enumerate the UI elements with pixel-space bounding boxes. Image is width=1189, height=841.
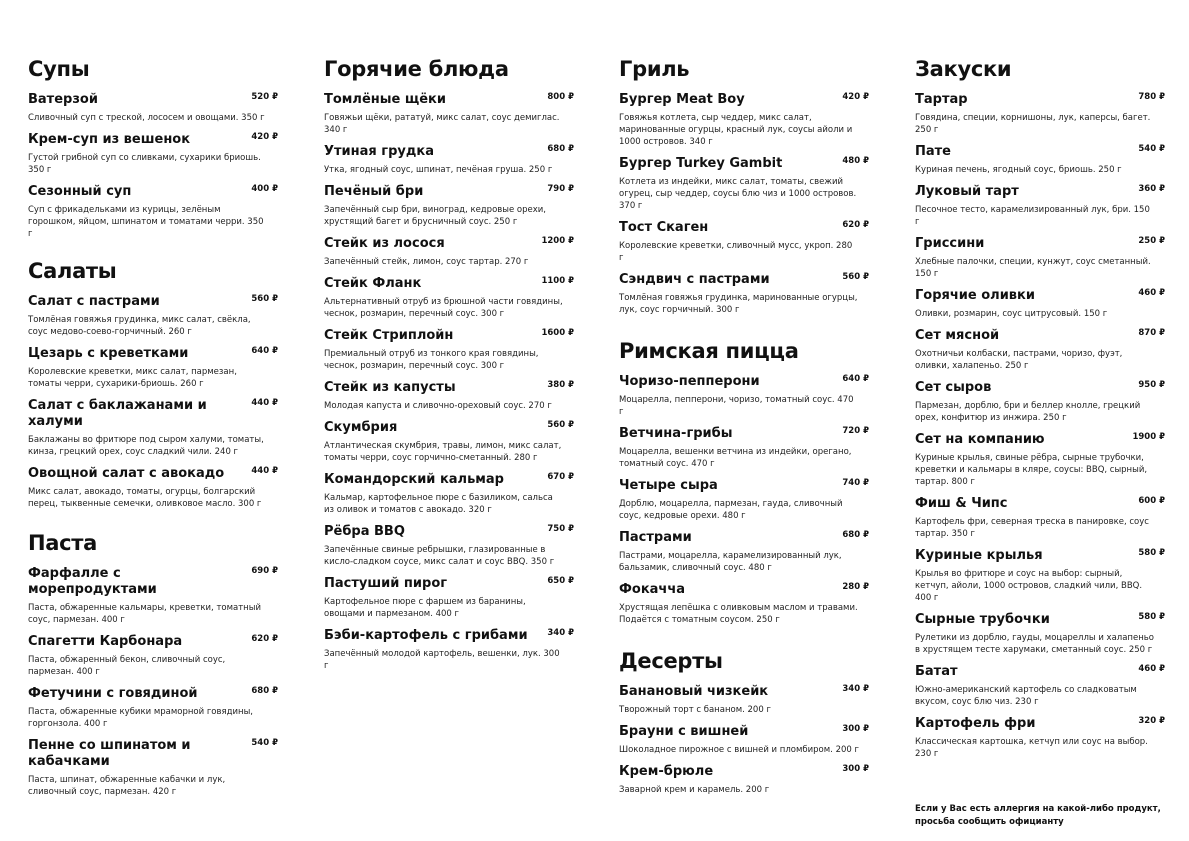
menu-item [619, 764, 869, 796]
item-description: Запечённый молодой картофель, вешенки, лук. 300 г [324, 649, 560, 671]
menu-item [915, 612, 1165, 656]
item-price: 1200 ₽ [541, 236, 574, 246]
section-title: Закуски [915, 57, 1012, 81]
menu-item [619, 530, 869, 574]
item-price: 650 ₽ [547, 576, 574, 586]
item-description: Крылья во фритюре и соус на выбор: сырный, кетчуп, айоли, 1000 островов, сладкий чили, BBQ. 400 г [915, 569, 1143, 603]
item-name: Гриссини [915, 236, 985, 251]
menu-item [619, 478, 869, 522]
item-description: Молодая капуста и сливочно-ореховый соус. 270 г [324, 401, 552, 411]
menu-item [28, 346, 278, 390]
menu-section [619, 648, 869, 796]
menu-item [324, 628, 574, 672]
item-description: Куриная печень, ягодный соус, бриошь. 250 г [915, 165, 1122, 175]
item-description: Суп с фрикадельками из курицы, зелёным горошком, яйцом, шпинатом и томатами черри. 350 г [28, 205, 264, 239]
item-price: 280 ₽ [842, 582, 869, 592]
menu-item [619, 582, 869, 626]
item-price: 400 ₽ [251, 184, 278, 194]
item-description: Говяжьи щёки, рататуй, микс салат, соус демиглас. 340 г [324, 113, 560, 135]
item-price: 800 ₽ [547, 92, 574, 102]
item-price: 520 ₽ [251, 92, 278, 102]
item-price: 560 ₽ [547, 420, 574, 430]
item-name: Стейк из лосося [324, 236, 445, 251]
item-description: Паста, шпинат, обжаренные кабачки и лук, сливочный соус, пармезан. 420 г [28, 775, 226, 797]
item-price: 870 ₽ [1138, 328, 1165, 338]
item-price: 720 ₽ [842, 426, 869, 436]
item-name: Ветчина-грибы [619, 426, 733, 441]
item-name: Чоризо-пепперони [619, 374, 760, 389]
item-description: Баклажаны во фритюре под сыром халуми, томаты, кинза, грецкий орех, соус сладкий чили. 240 г [28, 435, 264, 457]
menu-item [324, 276, 574, 320]
menu-section [28, 56, 278, 240]
item-description: Паста, обжаренные кальмары, креветки, томатный соус, пармезан. 400 г [28, 603, 261, 625]
item-name: Банановый чизкейк [619, 684, 769, 699]
section-title: Римская пицца [619, 339, 799, 363]
item-name: Куриные крылья [915, 548, 1043, 563]
section-title: Горячие блюда [324, 57, 509, 81]
item-name: Стейк Стриплойн [324, 328, 454, 343]
item-name: Спагетти Карбонара [28, 634, 183, 649]
item-description: Сливочный суп с треской, лососем и овощами. 350 г [28, 113, 265, 123]
menu-column [915, 56, 1165, 774]
item-name: Крем-брюле [619, 764, 714, 779]
item-description: Хрустящая лепёшка с оливковым маслом и травами. Подаётся с томатным соусом. 250 г [619, 603, 858, 625]
item-name: Бургер Meat Boy [619, 92, 745, 107]
item-name: Пате [915, 144, 952, 159]
item-description: Картофель фри, северная треска в панировке, соус тартар. 350 г [915, 517, 1149, 539]
item-name: Сет мясной [915, 328, 1000, 343]
item-name: Луковый тарт [915, 184, 1019, 199]
allergy-note: Если у Вас есть аллергия на какой-либо продукт, просьба сообщить официанту [915, 804, 1161, 827]
item-price: 680 ₽ [251, 686, 278, 696]
menu-item [915, 288, 1165, 320]
menu-item [619, 724, 869, 756]
item-price: 1600 ₽ [541, 328, 574, 338]
item-price: 460 ₽ [1138, 664, 1165, 674]
item-price: 420 ₽ [842, 92, 869, 102]
item-description: Королевские креветки, микс салат, пармезан, томаты черри, сухарики-бриошь. 260 г [28, 367, 237, 389]
item-price: 340 ₽ [547, 628, 574, 638]
item-description: Томлёная говяжья грудинка, микс салат, свёкла, соус медово-соево-горчичный. 260 г [28, 315, 251, 337]
menu-item [324, 576, 574, 620]
item-name: Сэндвич с пастрами [619, 272, 770, 287]
item-description: Песочное тесто, карамелизированный лук, бри. 150 г [915, 205, 1150, 227]
item-name: Сет сыров [915, 380, 992, 395]
menu-item [324, 236, 574, 268]
item-name: Сырные трубочки [915, 612, 1050, 627]
menu-item [619, 374, 869, 418]
item-name: Томлёные щёки [324, 92, 446, 107]
menu-item [28, 184, 278, 240]
item-price: 540 ₽ [1138, 144, 1165, 154]
item-description: Паста, обжаренные кубики мраморной говядины, горгонзола. 400 г [28, 707, 253, 729]
item-price: 360 ₽ [1138, 184, 1165, 194]
item-name: Батат [915, 664, 958, 679]
menu-item [28, 566, 278, 626]
item-name: Стейк из капусты [324, 380, 456, 395]
menu-item [915, 328, 1165, 372]
item-name: Четыре сыра [619, 478, 718, 493]
menu-item [915, 548, 1165, 604]
item-description: Классическая картошка, кетчуп или соус на выбор. 230 г [915, 737, 1148, 759]
item-name: Тост Скаген [619, 220, 709, 235]
section-title: Салаты [28, 259, 117, 283]
item-description: Атлантическая скумбрия, травы, лимон, микс салат, томаты черри, соус горчично-сметанный. 280 г [324, 441, 562, 463]
menu-section [619, 56, 869, 316]
item-price: 620 ₽ [842, 220, 869, 230]
menu-item [915, 380, 1165, 424]
menu-item [28, 466, 278, 510]
menu-column [324, 56, 574, 686]
item-name: Овощной салат с авокадо [28, 466, 225, 481]
menu-item [324, 472, 574, 516]
item-price: 540 ₽ [251, 738, 278, 748]
item-price: 320 ₽ [1138, 716, 1165, 726]
item-name: Ватерзой [28, 92, 98, 107]
item-description: Микс салат, авокадо, томаты, огурцы, болгарский перец, тыквенные семечки, оливковое масло. 300 г [28, 487, 262, 509]
item-description: Томлёная говяжья грудинка, маринованные огурцы, лук, соус горчичный. 300 г [619, 293, 858, 315]
item-price: 620 ₽ [251, 634, 278, 644]
item-description: Творожный торт с бананом. 200 г [619, 705, 771, 715]
menu-column [619, 56, 869, 810]
item-name: Салат с баклажанами и халуми [28, 398, 207, 429]
item-name: Горячие оливки [915, 288, 1035, 303]
item-price: 640 ₽ [251, 346, 278, 356]
menu-column [28, 56, 278, 812]
item-description: Пастрами, моцарелла, карамелизированный лук, бальзамик, сливочный соус. 480 г [619, 551, 842, 573]
item-name: Брауни с вишней [619, 724, 749, 739]
item-description: Пармезан, дорблю, бри и беллер кнолле, грецкий орех, конфитюр из инжира. 250 г [915, 401, 1141, 423]
item-description: Паста, обжаренный бекон, сливочный соус, пармезан. 400 г [28, 655, 226, 677]
item-price: 780 ₽ [1138, 92, 1165, 102]
item-description: Утка, ягодный соус, шпинат, печёная груша. 250 г [324, 165, 553, 175]
item-description: Заварной крем и карамель. 200 г [619, 785, 770, 795]
menu-section [619, 338, 869, 626]
menu-item [28, 634, 278, 678]
item-description: Оливки, розмарин, соус цитрусовый. 150 г [915, 309, 1108, 319]
item-price: 380 ₽ [547, 380, 574, 390]
item-description: Запечённый сыр бри, виноград, кедровые орехи, хрустящий багет и брусничный соус. 250 г [324, 205, 547, 227]
item-description: Запечённый стейк, лимон, соус тартар. 270 г [324, 257, 529, 267]
item-price: 950 ₽ [1138, 380, 1165, 390]
menu-item [324, 184, 574, 228]
menu-item [324, 524, 574, 568]
item-price: 790 ₽ [547, 184, 574, 194]
menu-section [324, 56, 574, 672]
menu-item [619, 220, 869, 264]
item-price: 670 ₽ [547, 472, 574, 482]
item-name: Пастрами [619, 530, 692, 545]
menu-item [619, 272, 869, 316]
menu-item [324, 328, 574, 372]
item-description: Куриные крылья, свиные рёбра, сырные трубочки, креветки и кальмары в кляре, соусы: BBQ, сырный, тартар. 800 г [915, 453, 1148, 487]
item-name: Цезарь с креветками [28, 346, 189, 361]
item-name: Фарфалле с морепродуктами [28, 566, 157, 597]
menu-item [619, 684, 869, 716]
item-name: Пенне со шпинатом и кабачками [28, 738, 191, 769]
menu-item [324, 380, 574, 412]
item-name: Стейк Фланк [324, 276, 422, 291]
menu-item [28, 132, 278, 176]
menu-section [28, 258, 278, 510]
item-description: Моцарелла, вешенки ветчина из индейки, орегано, томатный соус. 470 г [619, 447, 852, 469]
item-description: Шоколадное пирожное с вишней и пломбиром. 200 г [619, 745, 859, 755]
item-description: Котлета из индейки, микс салат, томаты, свежий огурец, сыр чеддер, соусы блю чиз и 1000 островов. 370 г [619, 177, 857, 211]
item-price: 440 ₽ [251, 466, 278, 476]
item-price: 740 ₽ [842, 478, 869, 488]
menu-item [28, 294, 278, 338]
item-price: 420 ₽ [251, 132, 278, 142]
item-price: 690 ₽ [251, 566, 278, 576]
item-name: Рёбра BBQ [324, 524, 405, 539]
item-price: 480 ₽ [842, 156, 869, 166]
item-price: 640 ₽ [842, 374, 869, 384]
item-name: Утиная грудка [324, 144, 434, 159]
menu-item [915, 432, 1165, 488]
item-description: Говяжья котлета, сыр чеддер, микс салат, маринованные огурцы, красный лук, соусы айоли и 1000 островов. 340 г [619, 113, 853, 147]
menu-item [28, 92, 278, 124]
menu-item [28, 398, 278, 458]
menu-item [324, 420, 574, 464]
item-price: 580 ₽ [1138, 612, 1165, 622]
item-description: Густой грибной суп со сливками, сухарики бриошь. 350 г [28, 153, 261, 175]
menu-item [28, 738, 278, 798]
item-price: 460 ₽ [1138, 288, 1165, 298]
item-price: 340 ₽ [842, 684, 869, 694]
item-description: Говядина, специи, корнишоны, лук, каперсы, багет. 250 г [915, 113, 1151, 135]
section-title: Десерты [619, 649, 723, 673]
item-name: Сет на компанию [915, 432, 1045, 447]
item-description: Премиальный отруб из тонкого края говядины, чеснок, розмарин, перечный соус. 300 г [324, 349, 539, 371]
item-description: Рулетики из дорблю, гауды, моцареллы и халапеньо в хрустящем тесте харумаки, сметанный соус. 250 г [915, 633, 1154, 655]
section-title: Гриль [619, 57, 690, 81]
item-name: Пастуший пирог [324, 576, 448, 591]
menu-item [915, 716, 1165, 760]
menu-item [915, 496, 1165, 540]
item-description: Моцарелла, пепперони, чоризо, томатный соус. 470 г [619, 395, 854, 417]
item-name: Фиш & Чипс [915, 496, 1008, 511]
item-price: 300 ₽ [842, 764, 869, 774]
item-price: 560 ₽ [251, 294, 278, 304]
item-price: 1100 ₽ [541, 276, 574, 286]
item-price: 680 ₽ [842, 530, 869, 540]
item-price: 560 ₽ [842, 272, 869, 282]
item-name: Крем-суп из вешенок [28, 132, 191, 147]
item-name: Командорский кальмар [324, 472, 504, 487]
menu-item [619, 156, 869, 212]
item-price: 680 ₽ [547, 144, 574, 154]
item-description: Хлебные палочки, специи, кунжут, соус сметанный. 150 г [915, 257, 1151, 279]
item-price: 750 ₽ [547, 524, 574, 534]
menu-item [915, 144, 1165, 176]
item-name: Бургер Turkey Gambit [619, 156, 783, 171]
item-name: Бэби-картофель с грибами [324, 628, 528, 643]
item-price: 300 ₽ [842, 724, 869, 734]
menu-section [915, 56, 1165, 760]
item-price: 1900 ₽ [1132, 432, 1165, 442]
item-name: Фетучини с говядиной [28, 686, 198, 701]
menu-section [28, 530, 278, 798]
section-title: Супы [28, 57, 90, 81]
item-name: Сезонный суп [28, 184, 132, 199]
item-description: Альтернативный отруб из брюшной части говядины, чеснок, розмарин, перечный соус. 300 г [324, 297, 563, 319]
item-name: Картофель фри [915, 716, 1036, 731]
item-price: 440 ₽ [251, 398, 278, 408]
item-description: Кальмар, картофельное пюре с базиликом, сальса из оливок и томатов с авокадо. 320 г [324, 493, 553, 515]
item-price: 580 ₽ [1138, 548, 1165, 558]
menu-item [915, 184, 1165, 228]
menu-item [619, 92, 869, 148]
item-description: Запечённые свиные ребрышки, глазированные в кисло-сладком соусе, микс салат и соус BBQ. 350 г [324, 545, 555, 567]
menu-item [915, 92, 1165, 136]
menu-item [324, 92, 574, 136]
item-description: Дорблю, моцарелла, пармезан, гауда, сливочный соус, кедровые орехи. 480 г [619, 499, 843, 521]
section-title: Паста [28, 531, 98, 555]
menu-item [619, 426, 869, 470]
item-name: Печёный бри [324, 184, 424, 199]
menu-item [324, 144, 574, 176]
item-name: Фокачча [619, 582, 686, 597]
item-description: Южно-американский картофель со сладковатым вкусом, соус блю чиз. 230 г [915, 685, 1137, 707]
item-description: Королевские креветки, сливочный мусс, укроп. 280 г [619, 241, 853, 263]
item-name: Тартар [915, 92, 968, 107]
item-name: Салат с пастрами [28, 294, 160, 309]
menu-item [915, 236, 1165, 280]
item-name: Скумбрия [324, 420, 398, 435]
item-description: Картофельное пюре с фаршем из баранины, овощами и пармезаном. 400 г [324, 597, 526, 619]
item-price: 250 ₽ [1138, 236, 1165, 246]
item-description: Охотничьи колбаски, пастрами, чоризо, фуэт, оливки, халапеньо. 250 г [915, 349, 1123, 371]
menu-item [28, 686, 278, 730]
menu-item [915, 664, 1165, 708]
item-price: 600 ₽ [1138, 496, 1165, 506]
